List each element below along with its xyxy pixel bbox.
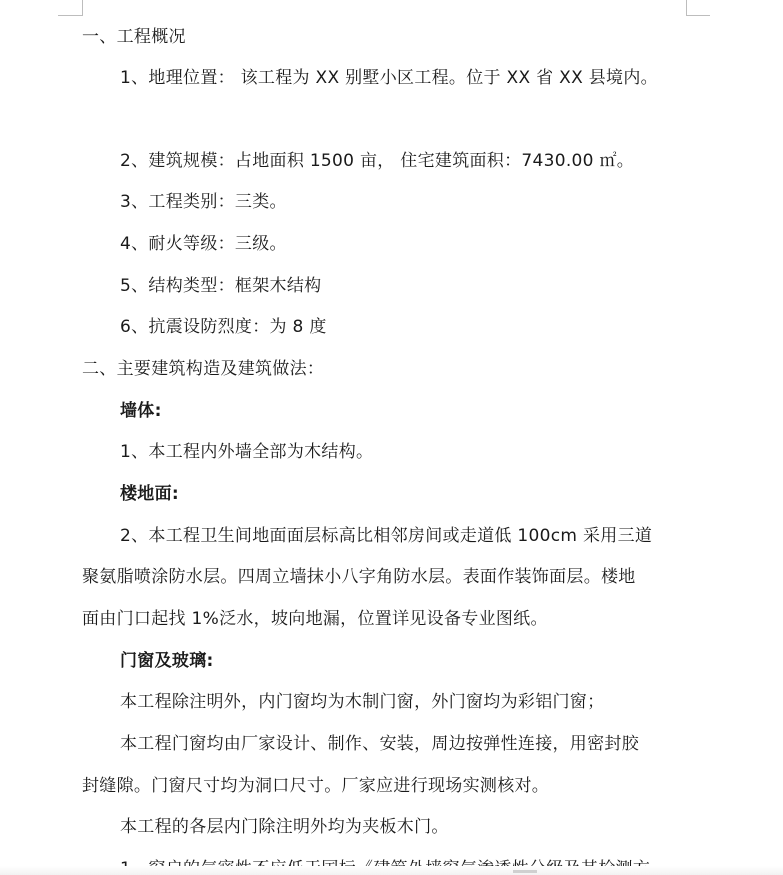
paragraph-floors-line-3: 面由门口起找 1%泛水，坡向地漏，位置详见设备专业图纸。 [82,609,548,629]
paragraph-doors-windows-3: 本工程的各层内门除注明外均为夹板木门。 [120,817,449,837]
page-scroll-marker [513,870,537,873]
paragraph-doors-windows-2-line-2: 封缝隙。门窗尺寸均为洞口尺寸。厂家应进行现场实测核对。 [82,776,550,796]
item-scale: 2、建筑规模：占地面积 1500 亩， 住宅建筑面积：7430.00 ㎡。 [120,151,635,171]
item-fire-rating: 4、耐火等级：三级。 [120,234,287,254]
crop-mark-top-right-horizontal [686,15,710,16]
subheading-walls: 墙体: [120,401,162,421]
section-heading-construction: 二、主要建筑构造及建筑做法： [82,359,325,379]
item-location: 1、地理位置： 该工程为 XX 别墅小区工程。位于 XX 省 XX 县境内。 [120,68,658,88]
subheading-floors: 楼地面: [120,484,179,504]
paragraph-floors-line-1: 2、本工程卫生间地面面层标高比相邻房间或走道低 100cm 采用三道 [120,526,653,546]
subheading-doors-windows: 门窗及玻璃: [120,651,214,671]
crop-mark-top-left-horizontal [58,15,82,16]
paragraph-doors-windows-1: 本工程除注明外，内门窗均为木制门窗，外门窗均为彩铝门窗； [120,692,605,712]
paragraph-walls: 1、本工程内外墙全部为木结构。 [120,442,374,462]
item-category: 3、工程类别：三类。 [120,192,287,212]
item-seismic-intensity: 6、抗震设防烈度：为 8 度 [120,317,327,337]
crop-mark-top-left-vertical [82,0,83,16]
crop-mark-top-right-vertical [686,0,687,16]
paragraph-floors-line-2: 聚氨脂喷涂防水层。四周立墙抹小八字角防水层。表面作装饰面层。楼地 [82,567,636,587]
item-structure-type: 5、结构类型：框架木结构 [120,276,322,296]
page-bottom-edge [0,866,783,875]
section-heading-overview: 一、工程概况 [82,27,186,47]
paragraph-doors-windows-2-line-1: 本工程门窗均由厂家设计、制作、安装，周边按弹性连接，用密封胶 [120,734,639,754]
